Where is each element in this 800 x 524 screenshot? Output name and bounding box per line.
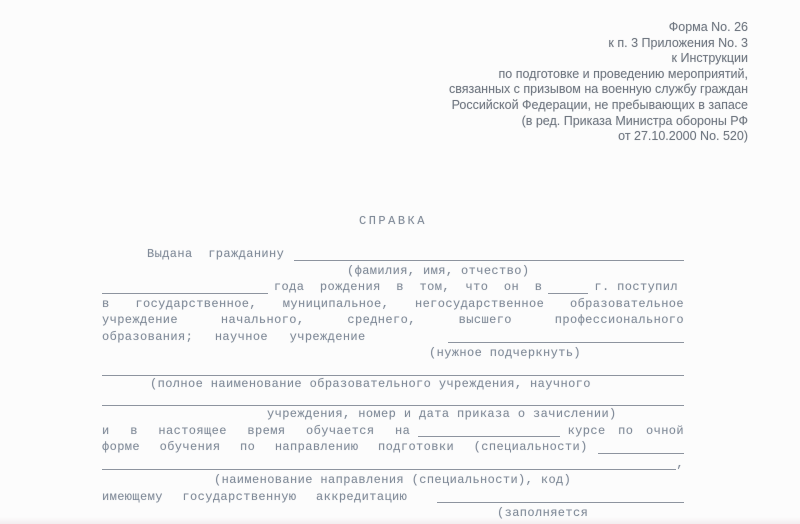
header-line-preparation: по подготовке и проведению мероприятий, xyxy=(498,66,748,81)
issued-to-label: Выдана гражданину xyxy=(147,247,285,261)
form-reference-header xyxy=(449,20,748,145)
study-form-label: форме обучения по направлению подготовки (специальности) xyxy=(102,440,588,454)
header-line-federation: Российской Федерации, не пребывающих в запасе xyxy=(451,97,748,112)
birth-year-text: года рождения в том, что он в xyxy=(273,280,543,294)
blank-field-admission-year xyxy=(548,292,588,294)
blank-field-birth-year xyxy=(102,292,268,294)
line-specialty-continued xyxy=(102,456,684,473)
accreditation-label: имеющему государственную аккредитацию xyxy=(102,489,408,504)
line-education-levels: учреждение начального, среднего, высшего профессионального xyxy=(102,313,684,327)
header-line-form-number: Форма No. 26 xyxy=(668,20,748,34)
full-time-text: курсе по очной xyxy=(567,423,684,438)
line-science-institution xyxy=(102,329,684,346)
line-study-form xyxy=(102,439,684,456)
blank-field-science-institution xyxy=(448,341,684,343)
line-institution-types: в государственное, муниципальное, негосударственное образовательное xyxy=(102,296,684,311)
header-line-instruction: к Инструкции xyxy=(671,51,748,66)
blank-field-course-number xyxy=(418,435,559,437)
admission-text: г. поступил xyxy=(594,280,678,294)
header-line-appendix: к п. 3 Приложения No. 3 xyxy=(608,35,748,50)
blank-field-specialty-1 xyxy=(598,452,684,454)
certificate-body xyxy=(102,213,684,522)
blank-field-specialty-2 xyxy=(102,468,676,470)
line-accreditation xyxy=(102,489,684,506)
header-line-order-date: от 27.10.2000 No. 520) xyxy=(618,129,748,144)
blank-line-institution-name-1 xyxy=(102,362,684,376)
header-line-conscription: связанных с призывом на военную службу граждан xyxy=(448,82,748,97)
line-issued-to xyxy=(102,246,684,263)
caption-specialty-code: (наименование направления (специальности), код) xyxy=(214,473,572,487)
caption-institution-name-1: (полное наименование образовательного учреждения, научного xyxy=(150,376,591,391)
blank-field-accreditation xyxy=(437,501,684,503)
current-course-text: и в настоящее время обучается на xyxy=(102,423,411,438)
header-line-order-edition: (в ред. Приказа Министра обороны РФ xyxy=(521,113,748,128)
science-institution-label: образования; научное учреждение xyxy=(102,329,366,344)
caption-filled-in: (заполняется xyxy=(497,506,589,520)
line-birth-year xyxy=(102,279,684,296)
line-current-course xyxy=(102,423,684,440)
spacer-row xyxy=(102,230,684,247)
trailing-comma: , xyxy=(676,456,684,471)
document-title: СПРАВКА xyxy=(359,214,427,228)
caption-underline-needed: (нужное подчеркнуть) xyxy=(429,346,582,360)
blank-line-institution-name-2 xyxy=(102,392,684,406)
caption-fio: (фамилия, имя, отчество) xyxy=(347,263,530,278)
caption-institution-name-2: учреждения, номер и дата приказа о зачислении) xyxy=(267,407,617,421)
blank-field-full-name xyxy=(294,259,684,261)
